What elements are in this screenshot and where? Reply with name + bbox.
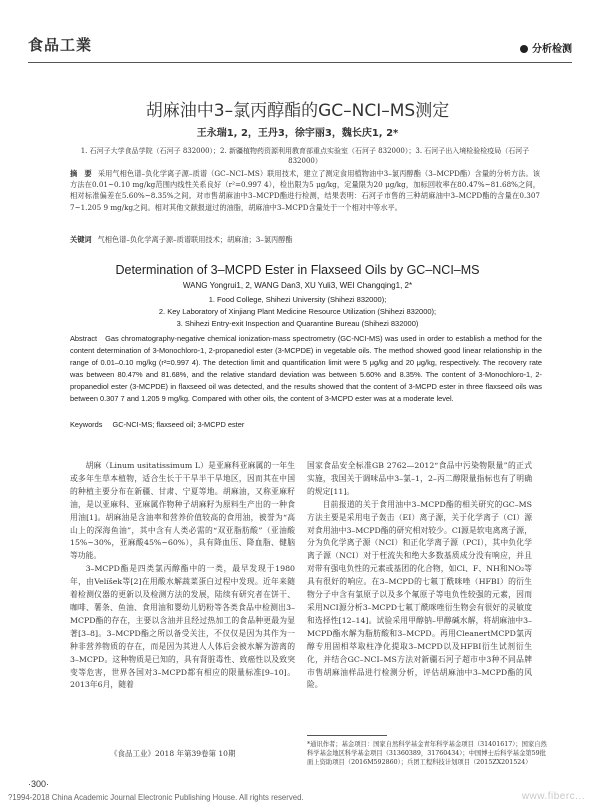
journal-logo: 食品工業 (28, 36, 93, 54)
chinese-abstract (70, 168, 540, 213)
affiliation-line: 1. Food College, Shihezi University (Shihezi 832000); (208, 295, 387, 304)
chinese-affiliations: 1. 石河子大学食品学院（石河子 832000）；2. 新疆植物药资源利用教育部重点实验室（石河子 832000）；3. 石河子出入境检验检疫局（石河子 832000） (80, 147, 530, 165)
english-authors: WANG Yongrui1, 2, WANG Dan3, XU Yuli3, WEI Changqing1, 2* (182, 281, 413, 290)
english-affiliations (0, 294, 595, 330)
body-paragraph: 国家食品安全标准GB 2762—2012“食品中污染物限量”的正式实施，我国关于调味品中3–氯–1，2–丙二醇限量指标也有了明确的规定[11]。 (307, 461, 532, 496)
section-label-text: 分析检测 (532, 44, 572, 55)
section-label (520, 40, 572, 55)
chinese-keywords (70, 234, 540, 245)
footnote-divider (307, 735, 387, 736)
affiliation-line: 3. Shihezi Entry-exit Inspection and Quarantine Bureau (Shihezi 832000) (176, 319, 419, 328)
body-paragraph: 胡麻（Linum usitatissimum L）是亚麻科亚麻属的一年生或多年生草本植物，适合生长于干旱半干旱地区，因而其在中国的种植主要分布在新疆、甘肃、宁夏等地。胡麻油，又称亚麻籽油，是以亚麻科、亚麻属作物种子胡麻籽为原料生产出的一种食用油[1]。胡麻油是含油率和营养价值较高的食用油，被誉为“高山上的深海鱼油”，其中含有人类必需的“双亚脂肪酸”（亚油酸15%~30%，亚麻酸45%~60%），具有降血压、降血脂、健脑等功能。 (70, 461, 295, 561)
copyright-line: ?1994-2018 China Academic Journal Electronic Publishing House. All rights reserved. (8, 793, 304, 802)
english-keywords-text: GC-NCI-MS; flaxseed oil; 3-MCPD ester (112, 420, 245, 429)
journal-footer: 《食品工业》2018 年第39卷第 10期 (110, 749, 236, 758)
chinese-keywords-label: 关键词 (70, 235, 92, 244)
chinese-abstract-text: 采用气相色谱–负化学离子源–质谱（GC–NCI–MS）联用技术，建立了测定食用植物油中3–氯丙醇酯（3–MCPD酯）含量的分析方法。该方法在0.01~0.10 mg/kg范围内线性关系良好（r²=0.997 4），检出限为5 μg/kg，定量限为20 μg/kg，加标回收率在80.47%~81.68%之间，相对标准偏差在5.60%~8.35%之间。对市售胡麻油中3–MCPD酯进行检测，结果表明：石河子市售的三种胡麻油中3–MCPD酯的含量在0.307 7~1.205 9 mg/kg之间。相对其他文献报道过的油脂，胡麻油中3–MCPD含量处于一个相对中等水平。 (70, 169, 540, 212)
page-header (28, 34, 572, 60)
header-divider (28, 62, 572, 63)
page-number: ·300· (28, 779, 50, 789)
english-keywords (70, 420, 542, 429)
body-paragraph: 3–MCPD酯是四类氯丙醇酯中的一类，最早发现于1980年，由Velíšek等[2]在用酸水解蔬菜蛋白过程中发现。近年来随着检测仪器的更新以及检测方法的发展，陆续有研究者在饼干、咖啡、薯条、鱼油、食用油和婴幼儿奶粉等各类食品中检测出3–MCPD酯的存在，主要以含油并且经过热加工的食品种更最为显著[3–8]。3–MCPD酯之所以备受关注，不仅仅是因为其作为一种非营养物质的存在，而是因为其进人人体后会被水解为游离的3–MCPD。这种物质是已知的，具有肾脏毒性、致癌性以及致突变等危害，世界各国对3–MCPD都有相应的限量标准[9–10]。2013年6月，随着 (70, 564, 295, 690)
funding-footnote: *通讯作者；基金项目：国家自然科学基金青年科学基金项目（31401617）；国家自然科学基金地区科学基金项目（31360389，31760434）；中国博士后科学基金第59批面上资助项目（2016M592860）；兵团工程科技计划项目（2015ZX201524） (307, 741, 547, 766)
bullet-icon (520, 45, 528, 53)
english-keywords-label: Keywords (70, 420, 103, 429)
body-paragraph: 目前报道的关于食用油中3–MCPD酯的相关研究的GC–MS方法主要是采用电子轰击（EI）离子源，关于化学离子（CI）源对食用油中3–MCPD酯的研究相对较少。CI源是软电离离子源，分为负化学离子源（NCI）和正化学离子源（PCI），其中负化学离子源（NCI）对于枉流失和绝大多数基质成分没有响应，并且对带有强电负性的元素或基团的化合物，如Cl、F、NH和NO₂等具有很好的响应。在3–MCPD的七氟丁酰咪唑（HFBI）的衍生物分子中含有氯原子以及多个氟原子等电负性较强的元素，因而采用NCI源分析3–MCPD七氟丁酰咪唑衍生物会有很好的灵敏度和选择性[12–14]。试验采用甲醇钠–甲醇碱水解，将胡麻油中3–MCPD酯水解为脂肪酸和3–MCPD。再用CleanertMCPD氯丙醇专用固相萃取柱净化提取3–MCPD以及HFBI衍生试剂衍生化，并结合GC–NCI–MS方法对新疆石河子超市中3种不同品牌市售胡麻油样品进行检测分析，评估胡麻油中3–MCPD酯的风险。 (307, 499, 532, 690)
english-title: Determination of 3–MCPD Ester in Flaxseed Oils by GC–NCI–MS (115, 263, 480, 277)
body-column-left (70, 460, 295, 692)
chinese-abstract-label: 摘 要 (70, 169, 92, 178)
watermark: www.fiberc... (521, 791, 585, 802)
english-abstract-text: Gas chromatography-negative chemical ionization-mass spectrometry (GC-NCI-MS) was used in order to establish a method for the content determination of 3-Monochloro-1, 2-propanediol ester (3-MCPDE) in vegetable oils. The method showed good linear relationship in the range of 0.01–0.10 mg/kg (r²=0.997 4). The detection limit and quantification limit were 5 μg/kg and 20 μg/kg, respectively. The recovery rate was between 80.47% and 81.68%, and the relative standard deviation was between 5.60% and 8.35%. The content of 3-Monochloro-1, 2-propanediol ester (3-MCPDE) in flaxseed oil was detected, and the results showed that the content of 3-MCPD ester in three flaxseed oils was between 0.307 7 and 1.205 9 mg/kg. Compared with other oils, the content of 3-MCPD ester was at a moderate level. (70, 334, 542, 403)
affiliation-line: 2. Key Laboratory of Xinjiang Plant Medicine Resource Utilization (Shihezi 832000); (158, 307, 437, 316)
chinese-keywords-text: 气相色谱–负化学离子源–质谱联用技术；胡麻油；3–氯丙醇酯 (97, 235, 293, 244)
chinese-authors: 王永瑞1, 2，王丹3，徐宇丽3，魏长庆1, 2* (196, 128, 399, 139)
english-abstract-label: Abstract (70, 334, 98, 343)
english-abstract (70, 333, 542, 405)
chinese-title: 胡麻油中3–氯丙醇酯的GC–NCI–MS测定 (145, 101, 450, 121)
body-column-right (307, 460, 532, 692)
